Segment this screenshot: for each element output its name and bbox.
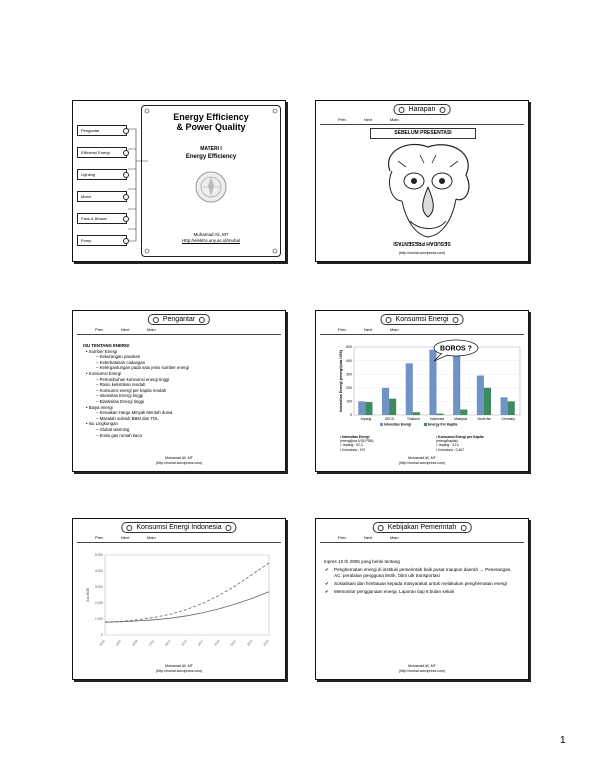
list-item: • Biaya energi (86, 404, 113, 410)
title-dot-icon (126, 525, 132, 531)
policy-body (324, 559, 520, 595)
title-dot-icon (153, 317, 159, 323)
slide-nav-bar (320, 325, 524, 335)
title-line-1: Energy Efficiency (173, 112, 249, 122)
legend-label: Intensitas Energi (384, 422, 412, 427)
x-tick-label: Malaysia (454, 417, 468, 421)
check-icon: ✔ (325, 567, 329, 572)
materi-label: MATERI I (200, 146, 222, 152)
x-tick-label: OECD (384, 417, 395, 421)
slide-nav-bar (320, 533, 524, 543)
slide-pengantar (72, 310, 286, 472)
list-item: • Konsumsi Energi (86, 370, 122, 376)
policy-item (324, 567, 520, 579)
footer-url: (http://muhal.wordpress.com) (155, 460, 203, 465)
list-items (83, 349, 189, 439)
slide-footer (73, 664, 285, 673)
legend-row: • Jepang : 92,3 (340, 443, 363, 448)
slide-konsumsi-energi-indonesia (72, 518, 286, 680)
title-dot-icon (378, 525, 384, 531)
list-item: – Masalah subsidi BBM dan TDL (96, 415, 159, 421)
x-tick-label: 2005 (98, 639, 106, 647)
sidebar-item-pengantar[interactable] (77, 125, 127, 136)
slide-nav-bar (77, 325, 281, 335)
issue-list (83, 343, 189, 438)
sidebar-menu (77, 125, 127, 257)
y-axis-label: Intensitas Energi (energi/juta US$) (339, 350, 343, 412)
bar-energy-per-kapita (389, 399, 396, 415)
plot-area (354, 347, 520, 415)
title-dot-icon (226, 525, 232, 531)
main-link[interactable]: Main (147, 535, 156, 540)
caption-after-upside-down: SESUDAH PRESENTASI (393, 240, 451, 246)
sidebar-item-label: Pengantar (81, 128, 100, 133)
list-item: – Kenaikan Harga Minyak Mentah dunia (96, 410, 173, 416)
slide-kebijakan-pemerintah (315, 518, 529, 680)
list-item: • Isu Lingkungan (86, 421, 118, 427)
legend-label: Energy Per Kapita (428, 422, 458, 427)
footer-author: Muhamad Ali, MT (165, 664, 193, 668)
y-tick-label: 100 (346, 399, 352, 404)
legend-swatch (380, 423, 383, 426)
legend-row: • Indonesia : 0,467 (436, 447, 465, 452)
list-item: – Keterbatasan cadangan (96, 359, 146, 365)
energy-consumption-line-chart (83, 549, 275, 659)
policy-item-text: Memonitor penggunaan energi. Laporan tiap 6 bulan sekali (334, 589, 455, 594)
bar-intensitas-energi (501, 397, 508, 415)
title-dot-icon (399, 107, 405, 113)
prev-link[interactable]: Prev (338, 117, 347, 122)
bar-intensitas-energi (453, 354, 460, 415)
bar-energy-per-kapita (437, 414, 444, 415)
policy-item-text: Penghematan energi di institusi pemerintah baik pusat maupun daerah → Penerangan, AC, peralatan pengguna listrik, bbm utk transportasi (334, 567, 512, 578)
x-tick-label: North Am (477, 417, 492, 421)
policy-item (324, 589, 520, 595)
slide-title-box (148, 314, 210, 325)
next-link[interactable]: Next (364, 535, 373, 540)
author-url-link[interactable]: Http://elektro.uny.ac.id/muhal (182, 238, 240, 243)
legend-title: • Intensitas Energi (340, 435, 370, 439)
bar-intensitas-energi (358, 401, 365, 415)
bar-energy-per-kapita (413, 412, 420, 415)
x-tick-label: Thailand (406, 417, 420, 421)
page-number: 1 (560, 735, 566, 746)
x-tick-label: Germany (501, 417, 515, 421)
slide-title: Kebijakan Pemerintah (387, 524, 457, 531)
corner-dot-icon (272, 108, 278, 114)
legend-sub: (energi/kapita) (436, 439, 458, 444)
corner-dot-icon (272, 248, 278, 254)
plot-area (105, 555, 269, 635)
next-link[interactable]: Next (364, 117, 373, 122)
bar-intensitas-energi (406, 363, 413, 415)
main-link[interactable]: Main (390, 327, 399, 332)
caricature-face-illustration (380, 141, 476, 239)
legend-row: • Jepang : 4,14 (436, 443, 459, 448)
slide-footer (73, 456, 285, 465)
legend-row: • Indonesia : 470 (340, 447, 366, 452)
caption-before: SEBELUM PRESENTASI (370, 128, 476, 139)
sidebar-item-motor[interactable] (77, 191, 127, 202)
title-line-2: & Power Quality (176, 122, 246, 132)
sidebar-item-label: Fans & Blower (81, 216, 108, 221)
title-dot-icon (386, 317, 392, 323)
title-panel (141, 105, 281, 257)
y-tick-label: 1,000 (95, 617, 103, 622)
x-tick-label: 2025 (262, 639, 270, 647)
prev-link[interactable]: Prev (338, 535, 347, 540)
bar-energy-per-kapita (460, 410, 467, 415)
footer-url: (http://muhal.wordpress.com) (155, 668, 203, 673)
footer-author: Muhamad Ali, MT (408, 456, 436, 460)
check-icon: ✔ (325, 581, 329, 586)
energy-intensity-bar-chart (316, 337, 528, 433)
sidebar-item-pump[interactable] (77, 235, 127, 246)
title-dot-icon (452, 317, 458, 323)
x-tick-label: Jepang (360, 417, 372, 421)
slide-title-box (121, 522, 236, 533)
y-tick-label: 2,000 (95, 601, 103, 606)
y-axis-label: Juta BOE (86, 587, 90, 603)
bar-energy-per-kapita (365, 402, 372, 415)
next-link[interactable]: Next (364, 327, 373, 332)
x-tick-label: Indonesia (429, 417, 445, 421)
footer-author: Muhamad Ali, MT (408, 664, 436, 668)
sidebar-item-label: Motor (81, 194, 92, 199)
y-tick-label: 0 (101, 633, 103, 638)
main-link[interactable]: Main (390, 117, 399, 122)
y-tick-label: 300 (346, 372, 352, 377)
prev-link[interactable]: Prev (95, 327, 104, 332)
callout-text: BOROS ? (440, 345, 472, 353)
y-tick-label: 5,000 (95, 553, 103, 558)
x-tick-label: 2009 (131, 639, 139, 647)
sidebar-item-label: Lighting (81, 172, 96, 177)
bar-intensitas-energi (382, 388, 389, 415)
list-item: – Global warming (96, 426, 130, 432)
author-name: Muhamad Ali, MT (193, 232, 229, 237)
legend-swatch (424, 423, 427, 426)
policy-item (324, 581, 520, 587)
sidebar-item-label: Efficiensi Energi (81, 150, 110, 155)
x-tick-label: 2017 (196, 639, 205, 647)
footer-url: (http://muhal.wordpress.com) (398, 668, 446, 673)
x-tick-label: 2015 (180, 639, 188, 647)
title-dot-icon (199, 317, 205, 323)
slide-title-box (394, 104, 451, 115)
slide-nav-bar (320, 115, 524, 125)
slide-konsumsi-energi (315, 310, 529, 472)
sidebar-item-efficiensi[interactable] (77, 147, 127, 158)
list-item: – Konsumsi energi per kapita rendah (96, 387, 167, 393)
y-tick-label: 500 (346, 345, 352, 350)
slide-harapan (315, 100, 529, 262)
slide-title: Konsumsi Energi Indonesia (136, 524, 222, 531)
sidebar-item-fans[interactable] (77, 213, 127, 224)
y-tick-label: 4,000 (95, 569, 103, 574)
list-item: – Rasio kelistrikan rendah (96, 382, 146, 388)
y-tick-label: 200 (346, 386, 352, 390)
slide-title-box (373, 522, 472, 533)
x-tick-label: 2013 (164, 639, 172, 647)
legend-title: • Konsumsi Energi per Kapita (436, 435, 484, 439)
y-tick-label: 3,000 (95, 585, 103, 590)
corner-dot-icon (144, 248, 150, 254)
list-item: – Kekurangan pasokan (96, 354, 141, 360)
footer-author: Muhamad Ali, MT (165, 456, 193, 460)
x-tick-label: 2023 (246, 639, 254, 647)
bar-energy-per-kapita (484, 388, 491, 415)
materi-title: Energy Efficiency (185, 154, 237, 160)
list-item: • Sumber Energi (86, 348, 118, 354)
sidebar-item-lighting[interactable] (77, 169, 127, 180)
title-dot-icon (460, 525, 466, 531)
list-item: – Elastisitas Energi tinggi (96, 398, 145, 404)
check-icon: ✔ (325, 589, 329, 594)
x-tick-label: 2021 (229, 639, 237, 647)
next-link[interactable]: Next (121, 327, 130, 332)
slide-footer (316, 251, 528, 256)
bar-energy-per-kapita (508, 401, 515, 415)
policy-intro: Inpres 10 th 2005 yang berisi tentang (324, 559, 400, 564)
legend-sub: (energi/juta US$ PDB) (340, 439, 374, 444)
policy-item-text: Sosialisasi dan himbauan kepada masyarakat untuk melakukan penghematan energi (334, 581, 507, 586)
footer-url: (http://muhal.wordpress.com) (398, 460, 446, 465)
slide-footer (316, 664, 528, 673)
next-link[interactable]: Next (121, 535, 130, 540)
list-item: – Emisi gas rumah kaca (96, 432, 142, 438)
list-heading: ISU TENTANG ENERGI (83, 343, 130, 348)
slide-footer (316, 456, 528, 465)
y-tick-label: 0 (350, 413, 352, 418)
slide-title (142, 112, 280, 132)
main-link[interactable]: Main (147, 327, 156, 332)
slide-title: Konsumsi Energi (395, 316, 449, 323)
footer-url: (http://muhal.wordpress.com) (398, 250, 446, 255)
slide-title-box (381, 314, 464, 325)
legend-per-capita (436, 435, 484, 452)
legend-intensity (340, 435, 374, 452)
title-dot-icon (439, 107, 445, 113)
slide-nav-bar (77, 533, 281, 543)
list-item: – Intensitas Energi tinggi (96, 393, 144, 399)
x-tick-label: 2019 (213, 639, 221, 647)
university-logo-icon (194, 168, 228, 206)
sidebar-item-label: Pump (81, 238, 92, 243)
list-item: – Pertumbuhan konsumsi energi tinggi (96, 376, 170, 382)
slide-energy-efficiency (72, 100, 286, 262)
x-tick-label: 2007 (114, 639, 123, 647)
corner-dot-icon (144, 108, 150, 114)
list-item: – Ketergantungan pada satu jenis sumber energi (96, 365, 189, 371)
y-tick-label: 400 (346, 358, 352, 363)
x-tick-label: 2011 (147, 639, 155, 647)
slide-title: Pengantar (162, 316, 196, 323)
slide-title: Harapan (408, 106, 436, 113)
prev-link[interactable]: Prev (95, 535, 104, 540)
bar-intensitas-energi (477, 376, 484, 415)
main-link[interactable]: Main (390, 535, 399, 540)
prev-link[interactable]: Prev (338, 327, 347, 332)
